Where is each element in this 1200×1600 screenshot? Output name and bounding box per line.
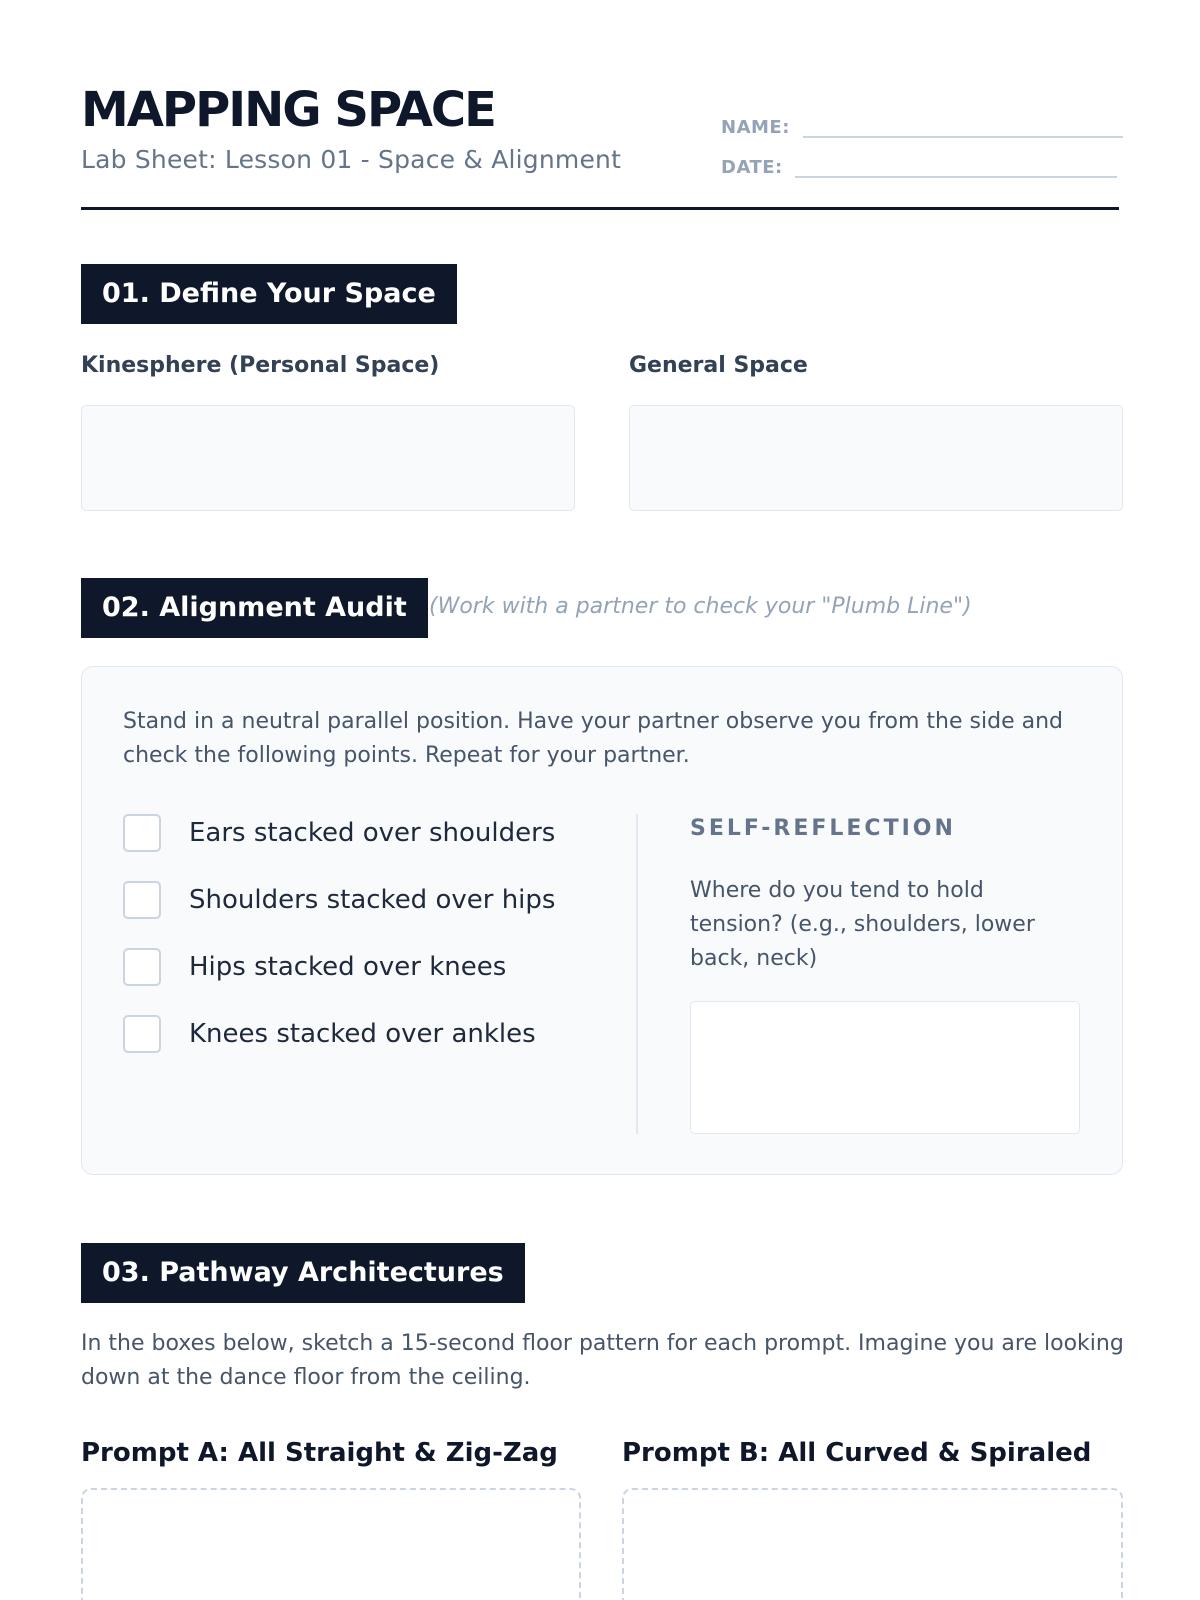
checklist-item[interactable]: [123, 948, 506, 986]
date-row: [721, 152, 1117, 178]
alignment-audit-card: [81, 666, 1123, 1175]
checklist-label: Hips stacked over knees: [189, 952, 507, 982]
column-divider: [636, 814, 638, 1134]
name-label: NAME:: [721, 117, 790, 138]
date-field[interactable]: [795, 152, 1117, 178]
name-row: [721, 112, 1123, 138]
prompt-a-label: Prompt A: All Straight & Zig-Zag: [81, 1438, 558, 1468]
kinesphere-label: Kinesphere (Personal Space): [81, 353, 440, 378]
prompt-b-label: Prompt B: All Curved & Spiraled: [622, 1438, 1092, 1468]
audit-instructions: Stand in a neutral parallel position. Have your partner observe you from the side and check the following points. Repeat for your partner.: [123, 709, 1063, 768]
prompt-b-sketch-box[interactable]: [622, 1488, 1123, 1600]
checklist-item[interactable]: [123, 1015, 536, 1053]
checkbox[interactable]: [123, 948, 161, 986]
prompt-a-sketch-box[interactable]: [81, 1488, 581, 1600]
name-field[interactable]: [803, 112, 1123, 138]
checklist-item[interactable]: [123, 814, 555, 852]
checkbox[interactable]: [123, 1015, 161, 1053]
section-1-heading: 01. Define Your Space: [81, 264, 457, 324]
checklist-label: Knees stacked over ankles: [189, 1019, 536, 1049]
pathway-instructions: In the boxes below, sketch a 15-second floor pattern for each prompt. Imagine you are looking down at the dance floor from the ceiling.: [81, 1331, 1124, 1390]
checklist-label: Shoulders stacked over hips: [189, 885, 556, 915]
self-reflection-answer-box[interactable]: [690, 1001, 1080, 1134]
section-2-heading: 02. Alignment Audit: [81, 578, 428, 638]
page-header: [81, 0, 1119, 210]
checklist-label: Ears stacked over shoulders: [189, 818, 556, 848]
general-space-answer-box[interactable]: [629, 405, 1123, 511]
page-subtitle: Lab Sheet: Lesson 01 - Space & Alignment: [81, 145, 622, 174]
general-space-label: General Space: [629, 353, 808, 378]
page-title: MAPPING SPACE: [81, 82, 495, 138]
section-3-heading: 03. Pathway Architectures: [81, 1243, 525, 1303]
self-reflection-question: Where do you tend to hold tension? (e.g., shoulders, lower back, neck): [690, 878, 1035, 971]
self-reflection-heading: SELF-REFLECTION: [690, 816, 956, 841]
checkbox[interactable]: [123, 881, 161, 919]
date-label: DATE:: [721, 157, 783, 178]
section-2-note: (Work with a partner to check your "Plumb Line"): [429, 594, 972, 619]
checkbox[interactable]: [123, 814, 161, 852]
kinesphere-answer-box[interactable]: [81, 405, 575, 511]
checklist-item[interactable]: [123, 881, 555, 919]
